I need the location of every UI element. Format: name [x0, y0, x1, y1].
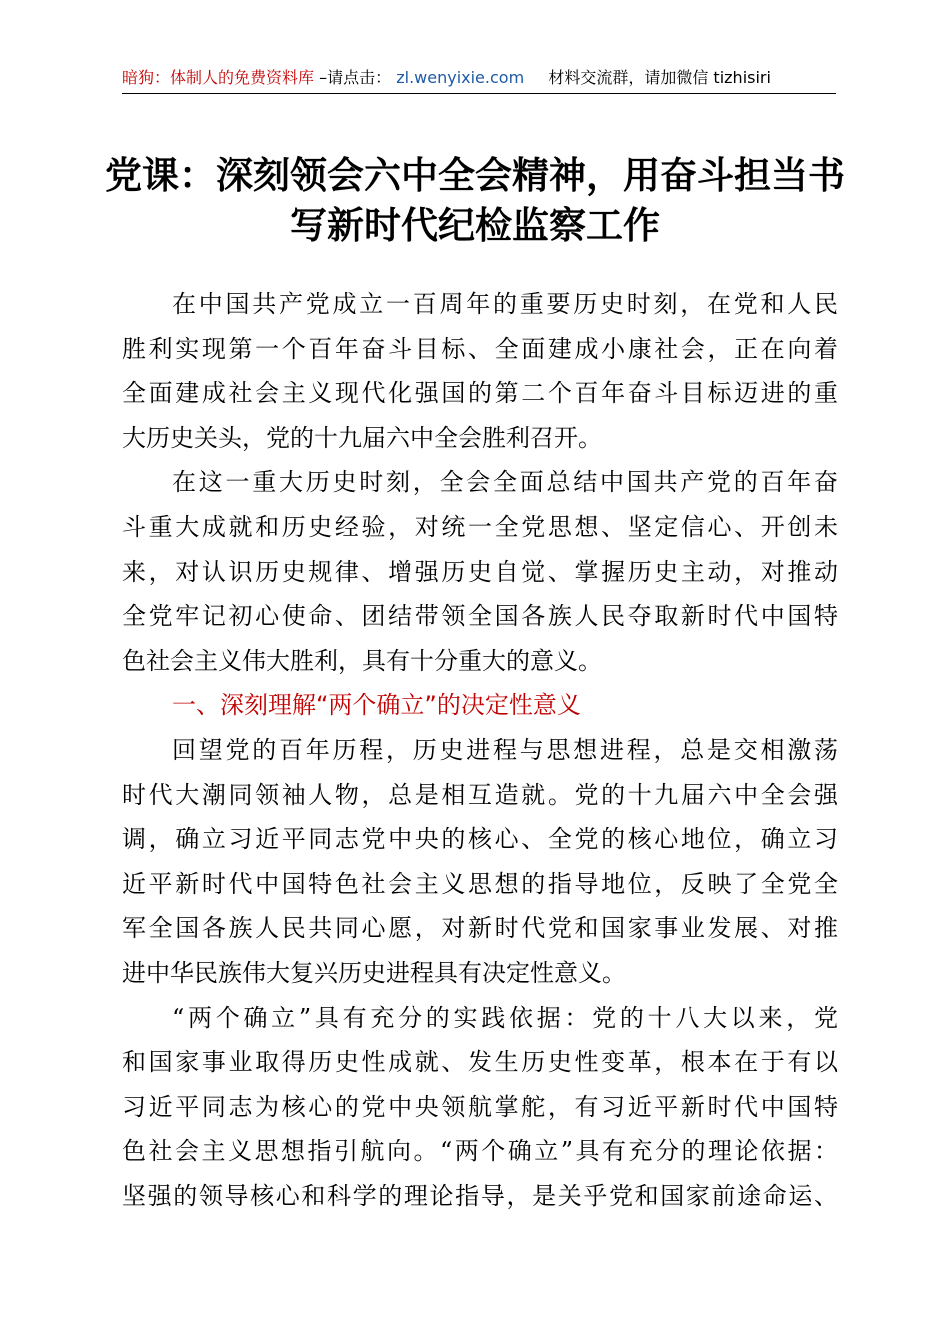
- document-body: [122, 282, 838, 1218]
- header-contact: 材料交流群，请加微信 tizhisiri: [548, 68, 771, 87]
- paragraph-line: 进中华民族伟大复兴历史进程具有决定性意义。: [122, 958, 626, 987]
- paragraph-line: 色社会主义伟大胜利，具有十分重大的意义。: [122, 646, 602, 675]
- paragraph-line: 胜利实现第一个百年奋斗目标、全面建成小康社会，正在向着: [122, 334, 838, 363]
- title-line-1: 党课：深刻领会六中全会精神，用奋斗担当书: [105, 153, 845, 197]
- document-title: [100, 150, 850, 250]
- paragraph-line: 来，对认识历史规律、增强历史自觉、掌握历史主动，对推动: [122, 557, 838, 586]
- paragraph-2: [122, 460, 838, 683]
- paragraph-line: 坚强的领导核心和科学的理论指导，是关乎党和国家前途命运、: [122, 1181, 838, 1210]
- title-line-2: 写新时代纪检监察工作: [290, 203, 660, 247]
- header-click-prompt: –请点击：: [319, 68, 392, 87]
- paragraph-line: 时代大潮同领袖人物，总是相互造就。党的十九届六中全会强: [122, 780, 838, 809]
- section-heading-1: 一、深刻理解“两个确立”的决定性意义: [172, 691, 581, 720]
- paragraph-line: 在这一重大历史时刻，全会全面总结中国共产党的百年奋: [172, 468, 838, 497]
- paragraph-line: 斗重大成就和历史经验，对统一全党思想、坚定信心、开创未: [122, 512, 838, 541]
- paragraph-line: 调，确立习近平同志党中央的核心、全党的核心地位，确立习: [122, 825, 838, 854]
- paragraph-3: [122, 728, 838, 996]
- header-url-link[interactable]: zl.wenyixie.com: [396, 68, 525, 87]
- paragraph-line: 近平新时代中国特色社会主义思想的指导地位，反映了全党全: [122, 869, 838, 898]
- paragraph-4: [122, 996, 838, 1219]
- paragraph-line: 全面建成社会主义现代化强国的第二个百年奋斗目标迈进的重: [122, 379, 838, 408]
- paragraph-line: 军全国各族人民共同心愿，对新时代党和国家事业发展、对推: [122, 914, 838, 943]
- paragraph-line: 习近平同志为核心的党中央领航掌舵，有习近平新时代中国特: [122, 1092, 838, 1121]
- header-brand: 暗狗：体制人的免费资料库: [122, 68, 315, 87]
- paragraph-line: 回望党的百年历程，历史进程与思想进程，总是交相激荡: [172, 735, 838, 764]
- paragraph-line: 色社会主义思想指引航向。“两个确立”具有充分的理论依据：: [122, 1137, 838, 1166]
- paragraph-line: “两个确立”具有充分的实践依据：党的十八大以来，党: [172, 1003, 838, 1032]
- paragraph-1: [122, 282, 838, 460]
- paragraph-line: 全党牢记初心使命、团结带领全国各族人民夺取新时代中国特: [122, 602, 838, 631]
- header-divider: [122, 93, 836, 94]
- paragraph-line: 大历史关头，党的十九届六中全会胜利召开。: [122, 423, 602, 452]
- page-header: [122, 66, 836, 90]
- paragraph-line: 在中国共产党成立一百周年的重要历史时刻，在党和人民: [172, 290, 838, 318]
- paragraph-line: 和国家事业取得历史性成就、发生历史性变革，根本在于有以: [122, 1048, 838, 1077]
